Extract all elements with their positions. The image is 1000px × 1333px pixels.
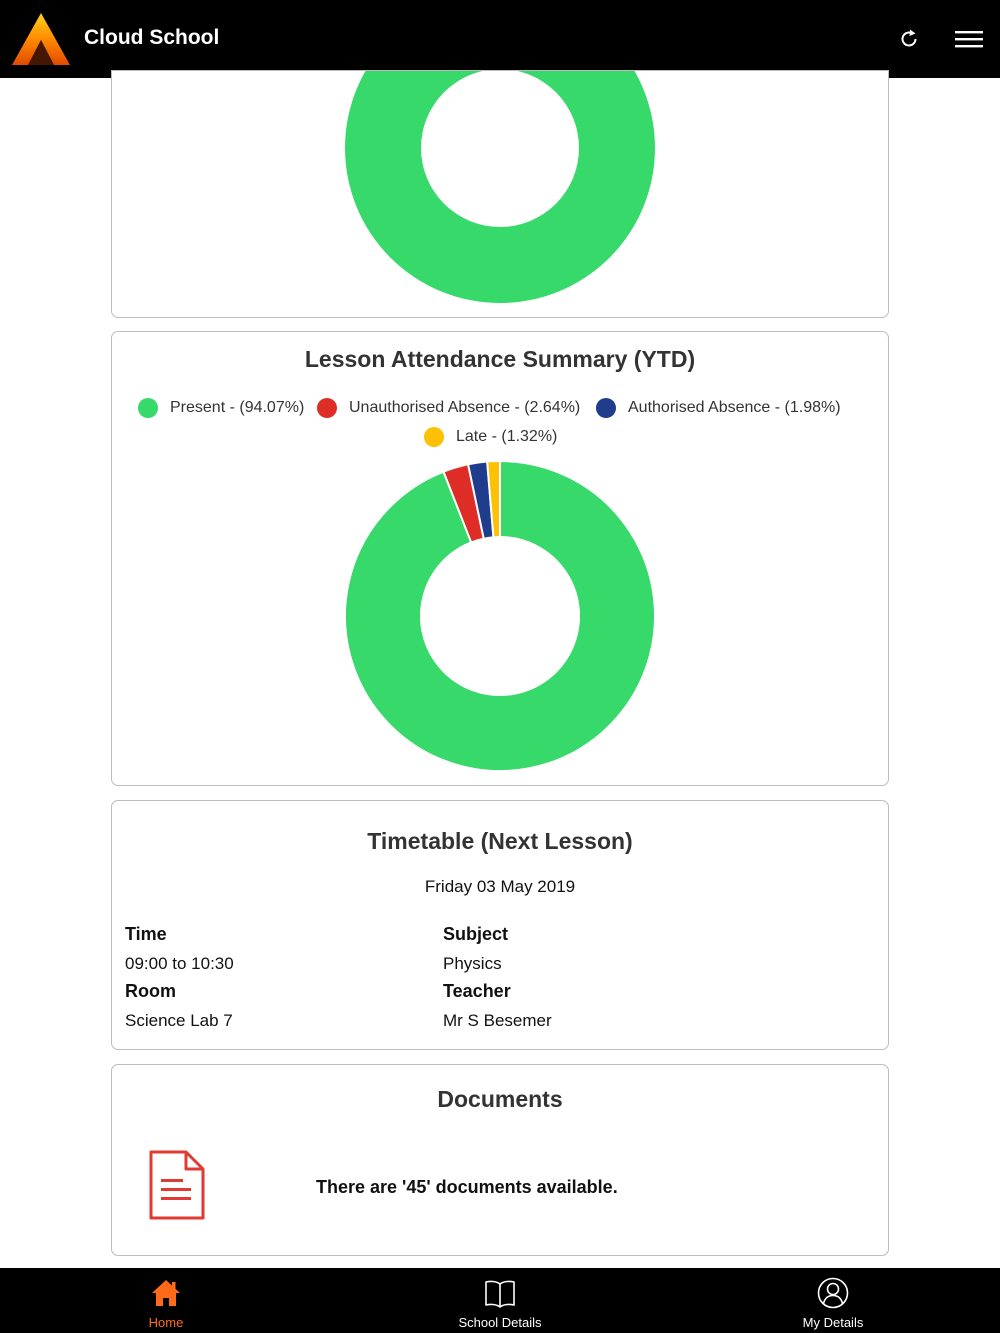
nav-home-label: Home — [148, 1315, 184, 1330]
lesson-attendance-card — [111, 331, 889, 786]
top-donut-chart — [112, 71, 889, 318]
nav-my-details-label: My Details — [802, 1315, 864, 1330]
legend-label-late: Late - (1.32%) — [456, 428, 558, 445]
bottom-navigation — [0, 1268, 1000, 1333]
hamburger-menu-icon[interactable] — [952, 26, 986, 52]
user-icon — [817, 1277, 849, 1309]
donut-slice-present — [345, 71, 655, 303]
nav-my-details[interactable] — [753, 1268, 913, 1333]
legend-label-present: Present - (94.07%) — [170, 399, 305, 416]
book-icon — [484, 1277, 516, 1309]
room-label: Room — [125, 981, 176, 1001]
nav-school-details-label: School Details — [458, 1315, 542, 1330]
app-header — [0, 0, 1000, 78]
app-title: Cloud School — [84, 26, 220, 49]
legend-label-unauthorised: Unauthorised Absence - (2.64%) — [349, 399, 581, 416]
document-icon[interactable] — [148, 1149, 206, 1221]
teacher-label: Teacher — [443, 981, 511, 1001]
legend-label-authorised: Authorised Absence - (1.98%) — [628, 399, 841, 416]
attendance-summary-card — [111, 70, 889, 318]
home-icon — [150, 1277, 182, 1309]
nav-school-details[interactable] — [420, 1268, 580, 1333]
time-value: 09:00 to 10:30 — [125, 954, 234, 973]
room-value: Science Lab 7 — [125, 1011, 233, 1030]
timetable-date: Friday 03 May 2019 — [424, 877, 576, 896]
lesson-donut-chart — [112, 332, 889, 786]
refresh-icon[interactable] — [896, 26, 922, 52]
documents-title: Documents — [437, 1086, 563, 1112]
nav-home[interactable] — [86, 1268, 246, 1333]
documents-count-text: There are '45' documents available. — [316, 1177, 618, 1197]
cloud-school-logo-icon — [12, 13, 70, 65]
teacher-value: Mr S Besemer — [443, 1011, 552, 1030]
documents-card[interactable] — [111, 1064, 889, 1256]
timetable-card — [111, 800, 889, 1050]
timetable-title: Timetable (Next Lesson) — [367, 828, 633, 854]
time-label: Time — [125, 924, 167, 944]
subject-label: Subject — [443, 924, 509, 944]
subject-value: Physics — [443, 954, 502, 973]
lesson-attendance-title: Lesson Attendance Summary (YTD) — [304, 346, 696, 372]
